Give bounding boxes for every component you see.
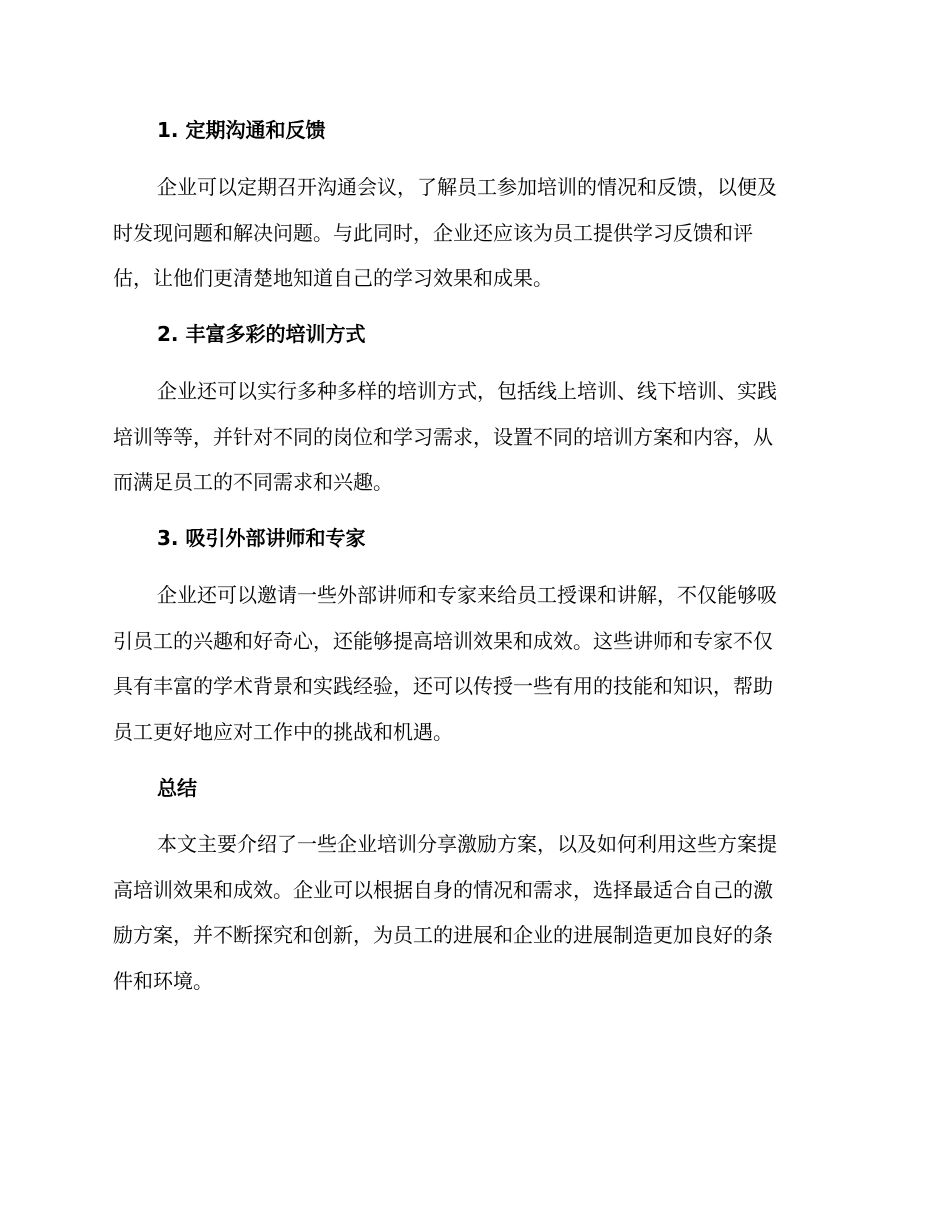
paragraph-line: 而满足员工的不同需求和兴趣。 <box>113 470 393 494</box>
paragraph-line: 企业还可以实行多种多样的培训方式，包括线上培训、线下培训、实践 <box>157 379 777 403</box>
paragraph-line: 企业还可以邀请一些外部讲师和专家来给员工授课和讲解，不仅能够吸 <box>157 583 777 607</box>
section-heading-1: 1. 定期沟通和反馈 <box>157 118 326 142</box>
paragraph-line: 时发现问题和解决问题。与此同时，企业还应该为员工提供学习反馈和评 <box>113 220 753 245</box>
section-paragraph-3 <box>113 573 833 755</box>
paragraph-line: 高培训效果和成效。企业可以根据自身的情况和需求，选择最适合自己的激 <box>113 877 773 902</box>
summary-paragraph <box>113 822 833 1004</box>
section-paragraph-2 <box>113 369 833 506</box>
paragraph-line: 培训等等，并针对不同的岗位和学习需求，设置不同的培训方案和内容，从 <box>113 424 773 449</box>
section-heading-3: 3. 吸引外部讲师和专家 <box>157 526 366 550</box>
paragraph-line: 员工更好地应对工作中的挑战和机遇。 <box>113 719 453 744</box>
paragraph-line: 估，让他们更清楚地知道自己的学习效果和成果。 <box>113 266 553 290</box>
summary-heading: 总结 <box>157 776 197 800</box>
paragraph-line: 件和环境。 <box>113 968 213 993</box>
section-paragraph-1 <box>113 165 833 302</box>
section-heading-2: 2. 丰富多彩的培训方式 <box>157 322 366 346</box>
paragraph-line: 企业可以定期召开沟通会议，了解员工参加培训的情况和反馈，以便及 <box>157 175 777 199</box>
paragraph-line: 励方案，并不断探究和创新，为员工的进展和企业的进展制造更加良好的条 <box>113 923 773 947</box>
paragraph-line: 本文主要介绍了一些企业培训分享激励方案，以及如何利用这些方案提 <box>157 832 777 856</box>
paragraph-line: 具有丰富的学术背景和实践经验，还可以传授一些有用的技能和知识，帮助 <box>113 674 773 698</box>
paragraph-line: 引员工的兴趣和好奇心，还能够提高培训效果和成效。这些讲师和专家不仅 <box>113 628 773 653</box>
